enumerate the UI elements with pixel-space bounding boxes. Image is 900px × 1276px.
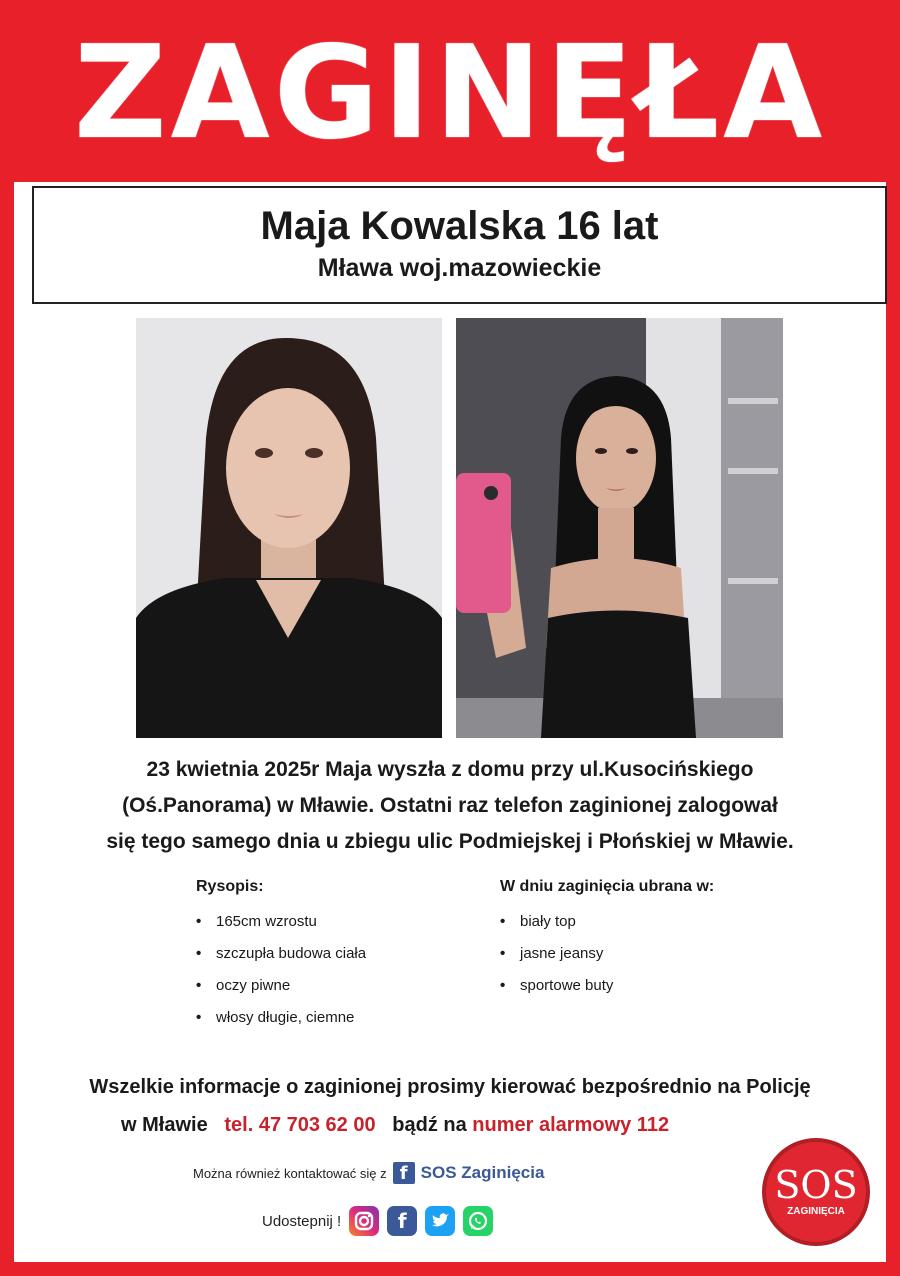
facebook-contact (193, 1162, 544, 1184)
instagram-icon[interactable] (349, 1206, 379, 1236)
facebook-icon[interactable]: f (393, 1162, 415, 1184)
twitter-icon[interactable] (425, 1206, 455, 1236)
list-item: • sportowe buty (500, 970, 790, 1002)
headline: ZAGINĘŁA (73, 19, 827, 168)
photo-selfie (456, 318, 783, 738)
list-item: • biały top (500, 906, 790, 938)
rysopis-section (196, 878, 456, 1034)
description-line: się tego samego dnia u zbiegu ulic Podmiejskej i Płońskiej w Mławie. (106, 830, 794, 853)
name-box (32, 186, 887, 304)
contact-info: Wszelkie informacje o zaginionej prosimy kierować bezpośrednio na Policję (89, 1076, 811, 1098)
description-line: 23 kwietnia 2025r Maja wyszła z domu przy ul.Kusocińskiego (146, 758, 754, 781)
rysopis-title: Rysopis: (196, 878, 264, 895)
sos-logo-subtext: ZAGINIĘCIA (787, 1206, 845, 1217)
police-phone[interactable]: tel. 47 703 62 00 (224, 1114, 376, 1136)
contact-phone-line (121, 1114, 669, 1137)
person-name: Maja Kowalska 16 lat (260, 204, 659, 248)
clothing-list (500, 906, 790, 1002)
selfie-illustration (456, 318, 783, 738)
person-location: Mława woj.mazowieckie (317, 254, 602, 282)
description-line: (Oś.Panorama) w Mławie. Ostatni raz telefon zaginionej zalogował (122, 794, 778, 817)
share-label: Udostepnij ! (262, 1212, 342, 1230)
emergency-number[interactable]: numer alarmowy 112 (472, 1114, 670, 1136)
share-bar (262, 1206, 493, 1236)
list-item: • jasne jeansy (500, 938, 790, 970)
contact-middle: bądź na (392, 1114, 467, 1136)
clothing-title: W dniu zaginięcia ubrana w: (500, 878, 715, 895)
sos-logo (762, 1138, 870, 1246)
list-item: • szczupła budowa ciała (196, 938, 456, 970)
contact-prefix: w Mławie (121, 1114, 208, 1136)
list-item: • 165cm wzrostu (196, 906, 456, 938)
clothing-section (500, 878, 790, 1002)
facebook-page-link[interactable]: SOS Zaginięcia (420, 1163, 545, 1182)
facebook-share-icon[interactable]: f (387, 1206, 417, 1236)
portrait-illustration (136, 318, 442, 738)
list-item: • włosy długie, ciemne (196, 1002, 456, 1034)
whatsapp-icon[interactable] (463, 1206, 493, 1236)
list-item: • oczy piwne (196, 970, 456, 1002)
facebook-prefix: Można również kontaktować się z (193, 1165, 387, 1181)
description (40, 752, 860, 860)
rysopis-list (196, 906, 456, 1034)
sos-logo-text: SOS (774, 1163, 858, 1207)
photo-portrait (136, 318, 442, 738)
